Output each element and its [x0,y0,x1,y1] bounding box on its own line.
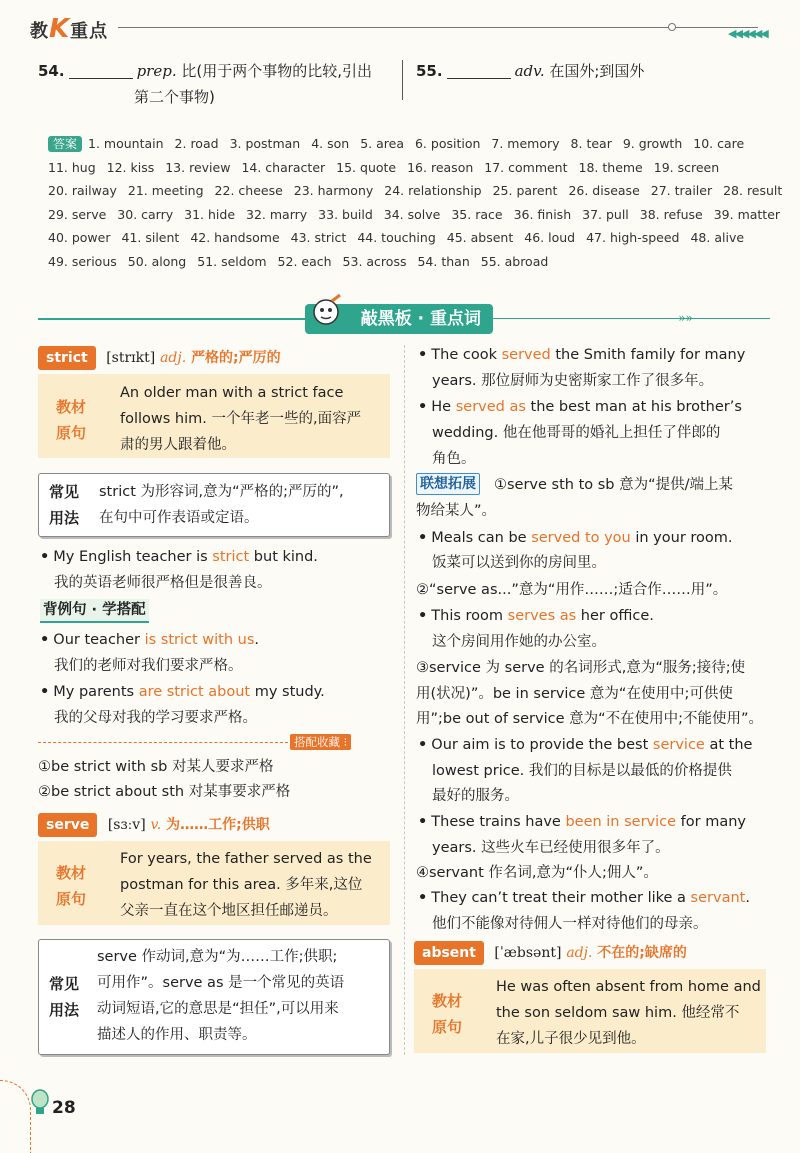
example-translation: 我们的老师对我们要求严格。 [54,658,243,674]
box-label: 教材 [56,864,87,882]
mascot-icon [308,292,344,328]
example-translation: 我的英语老师很严格但是很善良。 [54,575,272,591]
answer-item: 23. harmony [293,183,374,198]
answer-item: 6. position [414,136,481,151]
answer-item: 3. postman [229,136,301,151]
answer-line [48,250,768,274]
answer-item: 46. loud [524,230,576,245]
box-label: 原句 [432,1018,463,1036]
example-translation: 他们不能像对待佣人一样对待他们的母亲。 [432,916,708,932]
answer-item: 27. trailer [650,183,713,198]
strict-textbook-sentence: An older man with a strict face follows him. 一个年老一些的,面容严 肃的男人跟着他。 [120,385,362,453]
section-banner: 敲黑板 · 重点词 [305,304,493,334]
example-sentence: • Our teacher is strict with us. [40,632,260,648]
example-sentence: • Meals can be served to you in your room. [418,530,733,546]
example-translation: years. 那位厨师为史密斯家工作了很多年。 [432,373,714,389]
answer-line [48,179,783,203]
example-sentence: • The cook served the Smith family for many [418,347,746,363]
extension-note: 用”;be out of service 意为“不在使用中;不能使用”。 [416,711,764,727]
answer-item: 31. hide [184,206,236,222]
answer-item: 52. each [277,253,332,269]
banner-rule-left [38,318,305,320]
word-tag-strict: strict [38,346,96,370]
answer-badge: 答案 [48,136,82,152]
strict-entry-header: strict [strɪkt] adj. 严格的;严厉的 [38,346,281,370]
answer-item: 1. mountain [88,136,164,151]
example-sentence: • My English teacher is strict but kind. [40,549,318,565]
serve-usage-box: 常见 用法 serve 作动词,意为“为……工作;供职; 可用作”。serve as 是一个常见的英语 动词短语,它的意思是“担任”,可以用来 描述人的作用、职责等。 [38,939,390,1055]
answer-item: 32. marry [246,206,308,222]
answer-item: 47. high-speed [586,230,680,245]
banner-rule-right [493,318,770,319]
answer-item: 39. matter [713,206,781,222]
answer-item: 7. memory [491,136,560,151]
example-translation: wedding. 他在他哥哥的婚礼上担任了伴郎的 [432,425,721,441]
header-rule [118,27,758,28]
box-label: 原句 [56,890,87,908]
collect-rule [38,742,288,743]
example-translation: 最好的服务。 [432,788,519,804]
answer-item: 11. hug [48,159,96,175]
answer-item: 30. carry [117,206,174,222]
answer-item: 37. pull [582,206,629,222]
extension-note: ③service 为 serve 的名词形式,意为“服务;接待;使 [416,660,746,676]
answer-line [48,226,768,250]
box-label: 教材 [56,398,87,416]
example-translation: lowest price. 我们的目标是以最低的价格提供 [432,763,732,779]
extend-tag: 联想拓展 [416,473,480,495]
word-tag-serve: serve [38,813,97,837]
answer-item: 29. serve [48,206,107,222]
answer-item: 28. result [723,183,783,198]
example-sentence: • My parents are strict about my study. [40,684,325,700]
column-divider [404,345,405,1055]
answer-item: 45. absent [446,230,514,245]
answer-item: 22. cheese [214,183,283,198]
answer-item: 17. comment [484,159,568,175]
collocation: ②be strict about sth 对某事要求严格 [38,784,291,800]
answer-item: 49. serious [48,253,117,269]
answer-item: 13. review [165,159,231,175]
answer-item: 12. kiss [106,159,155,175]
answer-item: 26. disease [568,183,640,198]
example-sentence: • He served as the best man at his brother’s [418,399,742,415]
answer-item: 35. race [451,206,503,222]
answer-item: 8. tear [570,136,612,151]
answer-item: 15. quote [336,159,397,175]
collect-tag: 搭配收藏 ⁝ [290,734,351,750]
answer-item: 48. alive [690,230,745,245]
answer-item: 4. son [311,136,350,151]
answer-item: 42. handsome [190,230,280,245]
extension-note: ②“serve as...”意为“用作……;适合作……用”。 [416,582,728,598]
header-dot [668,23,676,31]
answer-item: 55. abroad [480,253,549,269]
example-translation: years. 这些火车已经使用很多年了。 [432,840,670,856]
answer-line [48,203,781,227]
example-sentence: • These trains have been in service for many [418,814,746,830]
answer-item: 33. build [318,206,373,222]
extension-note: ④servant 作名词,意为“仆人;佣人”。 [416,865,658,881]
example-tag: 背例句 · 学搭配 [40,599,149,623]
answer-line [48,156,768,180]
example-translation: 饭菜可以送到你的房间里。 [432,555,606,571]
example-translation: 角色。 [432,451,476,467]
brand-logo: 教K重点 [30,14,109,44]
extension-note: 用(状况)”。be in service 意为“在使用中;可供使 [416,686,733,702]
vocab-divider [402,60,403,100]
example-translation: 这个房间用作她的办公室。 [432,634,606,650]
word-tag-absent: absent [414,941,484,965]
answer-item: 24. relationship [384,183,482,198]
absent-textbook-sentence: He was often absent from home and the son seldom saw him. 他经常不 在家,儿子很少见到他。 [496,979,761,1047]
banner-arrows: -»»- [674,311,698,325]
box-label: 原句 [56,424,87,442]
answer-item: 41. silent [121,230,180,245]
answer-item: 51. seldom [197,253,267,269]
answer-item: 5. area [360,136,404,151]
footer-decoration [0,1080,31,1153]
answer-item: 14. character [241,159,326,175]
answer-item: 36. finish [513,206,572,222]
answer-item: 38. refuse [639,206,703,222]
collocation: ①be strict with sb 对某人要求严格 [38,759,274,775]
serve-entry-header: serve [sɜːv] v. 为……工作;供职 [38,813,270,837]
example-translation: 我的父母对我的学习要求严格。 [54,710,257,726]
answer-key [48,132,783,273]
answer-blank[interactable] [447,64,511,79]
answer-item: 44. touching [357,230,436,245]
example-sentence: • Our aim is to provide the best service at the [418,737,753,753]
answer-item: 40. power [48,230,111,245]
example-sentence: • They can’t treat their mother like a servant. [418,890,750,906]
answer-item: 34. solve [383,206,441,222]
answer-line [48,132,768,156]
answer-item: 50. along [127,253,187,269]
example-sentence: • This room serves as her office. [418,608,654,624]
answer-item: 9. growth [622,136,683,151]
absent-entry-header: absent [ˈæbsənt] adj. 不在的;缺席的 [414,941,687,965]
extension-note: 物给某人”。 [416,503,497,519]
answer-item: 10. care [693,136,745,151]
box-label: 教材 [432,992,463,1010]
answer-item: 2. road [174,136,219,151]
answer-item: 16. reason [407,159,474,175]
serve-textbook-sentence: For years, the father served as the postman for this area. 多年来,这位 父亲一直在这个地区担任邮递员。 [120,851,372,919]
page-number: 28 [52,1098,76,1118]
strict-usage-box: 常见 用法 strict 为形容词,意为“严格的;严厉的”, 在句中可作表语或定语。 [38,473,390,537]
answer-blank[interactable] [69,64,133,79]
header-arrows: ◀◀◀◀◀◀ [728,27,767,40]
answer-item: 25. parent [492,183,558,198]
answer-item: 43. strict [290,230,347,245]
answer-item: 53. across [342,253,407,269]
vocab-item-54: 54. prep. 比(用于两个事物的比较,引出 第二个事物) [38,62,373,106]
vocab-item-55: 55. adv. 在国外;到国外 [416,62,645,80]
answer-item: 20. railway [48,183,117,198]
extension-note: ①serve sth to sb 意为“提供/端上某 [494,477,734,493]
answer-item: 54. than [417,253,470,269]
answer-item: 19. screen [653,159,720,175]
answer-item: 18. theme [578,159,643,175]
answer-item: 21. meeting [127,183,204,198]
lightbulb-icon [30,1089,50,1117]
